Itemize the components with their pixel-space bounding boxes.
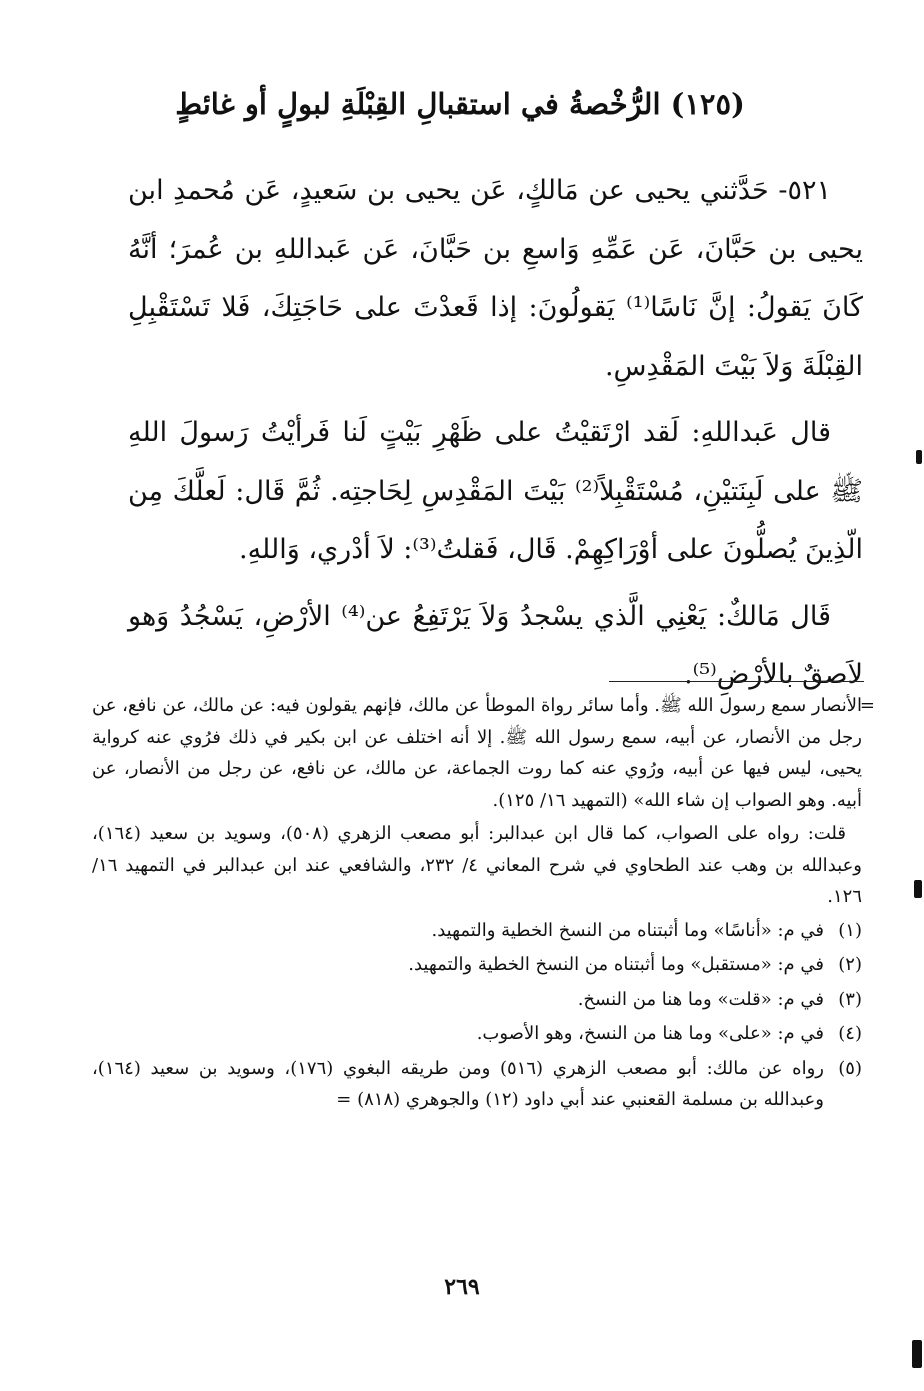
footnote-number: (١) — [838, 919, 862, 941]
footnote-text: في م: «قلت» وما هنا من النسخ. — [577, 988, 824, 1010]
hadith-paragraph: ٥٢١- حَدَّثني يحيى عن مَالكٍ، عَن يحيى بن سَعيدٍ، عَن مُحمدِ ابن يحيى بن حَبَّانَ، عَن عَمِّهِ وَاسعِ بن حَبَّانَ، عَن عَبداللهِ بن عُمرَ؛ أنَّهُ كَانَ يَقولُ: إنَّ نَاسًا⁽¹⁾ يَقولُونَ: إذا قَعدْتَ على حَاجَتِكَ، فَلا تَسْتَقْبِلِ القِبْلَةَ وَلاَ بَيْتَ المَقْدِسِ. — [128, 175, 863, 382]
footnote-note: قلت: رواه على الصواب، كما قال ابن عبدالبر: أبو مصعب الزهري (٥٠٨)، وسويد بن سعيد (١٦٤)، وعبدالله بن وهب عند الطحاوي في شرح المعاني ٤/ ٢٣٢، والشافعي عند ابن عبدالبر في التمهيد ١٦/ ١٢٦. — [92, 823, 862, 907]
hadith-text — [128, 162, 863, 713]
scan-mark — [912, 1340, 922, 1368]
footnote-text: رواه عن مالك: أبو مصعب الزهري (٥١٦) ومن طريقه البغوي (١٧٦)، وسويد بن سعيد (١٦٤)، وعبدالله بن مسلمة القعنبي عند أبي داود (١٢) والجوهري (٨١٨) = — [92, 1057, 824, 1110]
continuation-mark: = — [859, 695, 875, 716]
footnote-number: (٤) — [838, 1023, 862, 1044]
scan-mark — [916, 450, 922, 464]
footnote-text: في م: «على» وما هنا من النسخ، وهو الأصوب. — [476, 1023, 824, 1044]
footnotes — [92, 690, 875, 1116]
footnote-text: في م: «مستقبل» وما أثبتناه من النسخ الخطية والتمهيد. — [408, 954, 824, 975]
footnote-item — [92, 1018, 862, 1050]
footnote-item — [92, 984, 862, 1016]
chapter-title: (١٢٥) الرُّخْصةُ في استقبالِ القِبْلَةِ لبولٍ أو غائطٍ — [175, 87, 745, 121]
footnote-number: (٥) — [838, 1057, 862, 1079]
footnote-number: (٣) — [838, 988, 862, 1010]
page-number: ٢٦٩ — [444, 1274, 480, 1300]
footnote-item — [92, 915, 862, 947]
footnote-continuation — [92, 690, 875, 816]
footnote-divider — [609, 681, 864, 682]
footnote-continuation-text: الأنصار سمع رسول الله ﷺ. وأما سائر رواة الموطأ عن مالك، فإنهم يقولون فيه: عن مالك، عن نافع، عن رجل من الأنصار، عن أبيه، سمع رسول الله ﷺ. إلا أنه اختلف عن ابن بكير في ذلك فرُوي عنه كرواية يحيى، ليس فيها عن أبيه، ورُوي عنه كما روت الجماعة، عن مالك، عن نافع، عن رجل من الأنصار، عن أبيه. وهو الصواب إن شاء الله» (التمهيد ١٦/ ١٢٥). — [92, 695, 862, 811]
footnote-number: (٢) — [838, 954, 862, 975]
scan-mark — [914, 880, 922, 898]
footnote-item — [92, 949, 862, 981]
footnote-text: في م: «أناسًا» وما أثبتناه من النسخ الخطية والتمهيد. — [431, 919, 824, 941]
hadith-paragraph: قال عَبداللهِ: لَقد ارْتَقيْتُ على ظَهْرِ بَيْتٍ لَنا فَرأيْتُ رَسولَ اللهِ ﷺ على لَبِنَتيْنِ، مُسْتَقْبِلاً⁽²⁾ بَيْتَ المَقْدِسِ لِحَاجتِه. ثُمَّ قَال: لَعلَّكَ مِن الّذِينَ يُصلُّونَ على أوْرَاكِهِمْ. قَال، فَقلتُ⁽³⁾: لاَ أدْري، وَاللهِ. — [128, 417, 863, 565]
hadith-paragraph: قَال مَالكٌ: يَعْنِي الَّذي يسْجدُ وَلاَ يَرْتَفِعُ عن⁽⁴⁾ الأرْضِ، يَسْجُدُ وَهو لاَصقٌ بالأرْضِ⁽⁵⁾. — [128, 600, 863, 690]
footnote-item — [92, 1053, 862, 1116]
